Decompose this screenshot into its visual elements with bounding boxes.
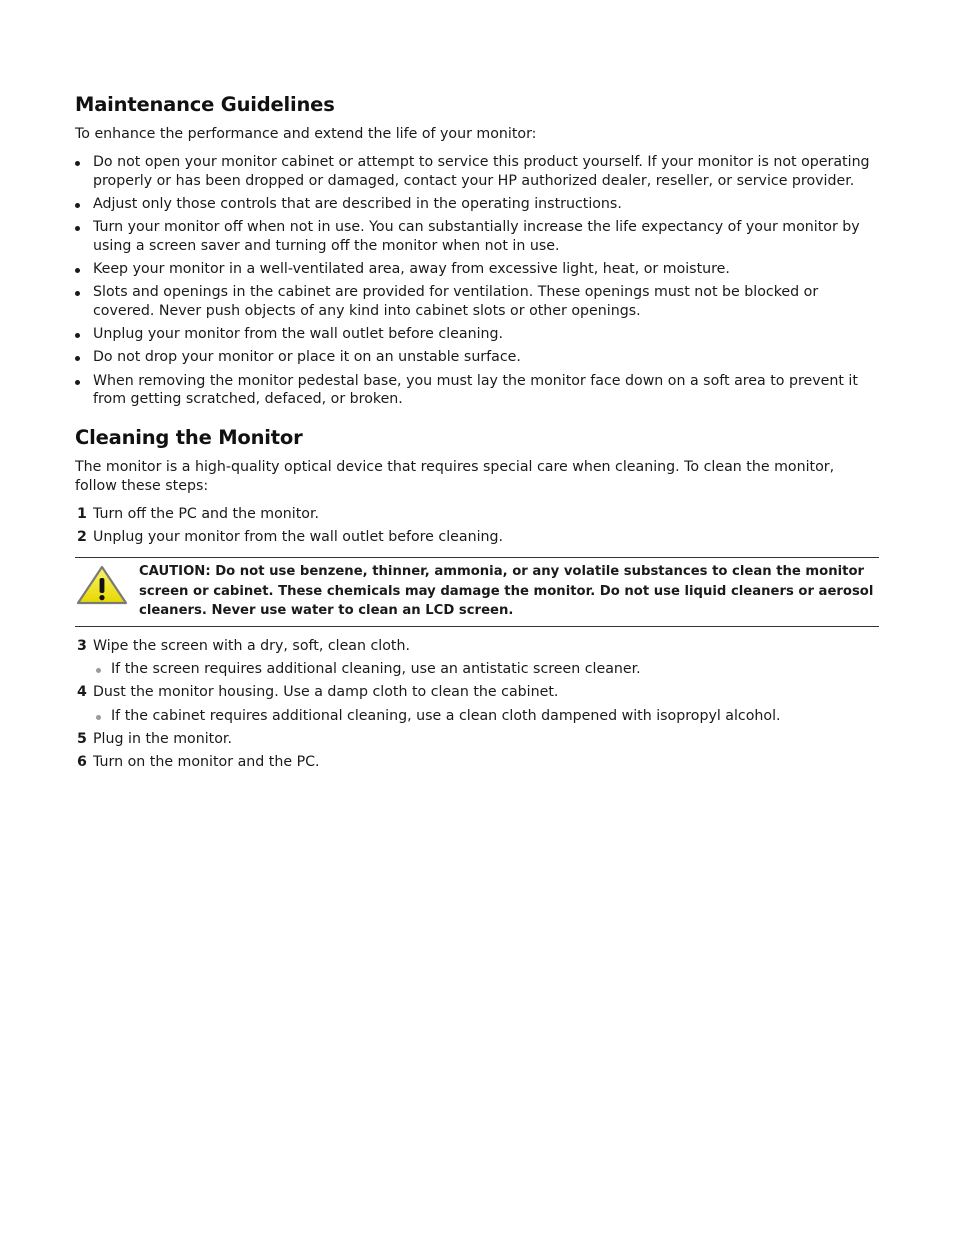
step-item: 6 Turn on the monitor and the PC.	[77, 754, 320, 771]
sub-bullet-icon	[96, 668, 101, 673]
list-item: Slots and openings in the cabinet are provided for ventilation. These openings must not be blocked or covered. Never push objects of any kind into cabinet slots or other openings.	[75, 283, 879, 320]
sub-bullet-icon	[96, 715, 101, 720]
bullet-icon	[75, 268, 80, 273]
list-item: Unplug your monitor from the wall outlet before cleaning.	[75, 325, 879, 344]
list-item: Turn your monitor off when not in use. You can substantially increase the life expectancy of your monitor by using a screen saver and turning off the monitor when not in use.	[75, 218, 879, 255]
step-item: 1 Turn off the PC and the monitor.	[77, 505, 320, 522]
bullet-icon	[75, 291, 80, 296]
bullet-icon	[75, 333, 80, 338]
step-item: 5 Plug in the monitor.	[77, 731, 232, 748]
step-number: 5	[77, 731, 87, 748]
step-item: 4 Dust the monitor housing. Use a damp cloth to clean the cabinet.	[77, 684, 559, 701]
cleaning-steps-after	[75, 637, 879, 656]
sub-list-item: If the cabinet requires additional cleaning, use a clean cloth dampened with isopropyl alcohol.	[75, 707, 879, 726]
step-number: 1	[77, 505, 87, 522]
step-number: 2	[77, 528, 87, 545]
caution-text: CAUTION: Do not use benzene, thinner, ammonia, or any volatile substances to clean the monitor screen or cabinet. These chemicals may damage the monitor. Do not use liquid cleaners or aerosol cleaners. Never use water to clean an LCD screen.	[139, 564, 874, 619]
caution-box	[75, 557, 879, 627]
step-item: 3 Wipe the screen with a dry, soft, clean cloth.	[77, 637, 410, 654]
step-item: 2 Unplug your monitor from the wall outlet before cleaning.	[77, 528, 504, 545]
document-page	[75, 88, 879, 777]
maintenance-intro: To enhance the performance and extend the life of your monitor:	[75, 126, 537, 142]
maintenance-heading: Maintenance Guidelines	[75, 93, 335, 116]
cleaning-intro: The monitor is a high-quality optical device that requires special care when cleaning. To clean the monitor, follow these steps:	[75, 458, 835, 494]
list-item: When removing the monitor pedestal base, you must lay the monitor face down on a soft area to prevent it from getting scratched, defaced, or broken.	[75, 372, 879, 409]
bullet-icon	[75, 380, 80, 385]
step-number: 4	[77, 684, 87, 701]
step-number: 3	[77, 637, 87, 654]
step-number: 6	[77, 754, 87, 771]
bullet-icon	[75, 226, 80, 231]
list-item: Adjust only those controls that are described in the operating instructions.	[75, 195, 879, 214]
list-item: Do not drop your monitor or place it on an unstable surface.	[75, 348, 879, 367]
bullet-icon	[75, 161, 80, 166]
maintenance-list	[75, 153, 879, 409]
warning-triangle-icon	[75, 562, 139, 610]
cleaning-steps-before	[75, 505, 879, 547]
cleaning-heading: Cleaning the Monitor	[75, 425, 303, 449]
cleaning-steps-after-2	[75, 683, 879, 702]
bullet-icon	[75, 356, 80, 361]
list-item: Do not open your monitor cabinet or attempt to service this product yourself. If your monitor is not operating properly or has been dropped or damaged, contact your HP authorized dealer, reseller, or service provider.	[75, 153, 879, 190]
list-item: Keep your monitor in a well-ventilated area, away from excessive light, heat, or moisture.	[75, 260, 879, 279]
sub-list-item: If the screen requires additional cleaning, use an antistatic screen cleaner.	[75, 660, 879, 679]
cleaning-steps-after-3	[75, 730, 879, 772]
bullet-icon	[75, 203, 80, 208]
